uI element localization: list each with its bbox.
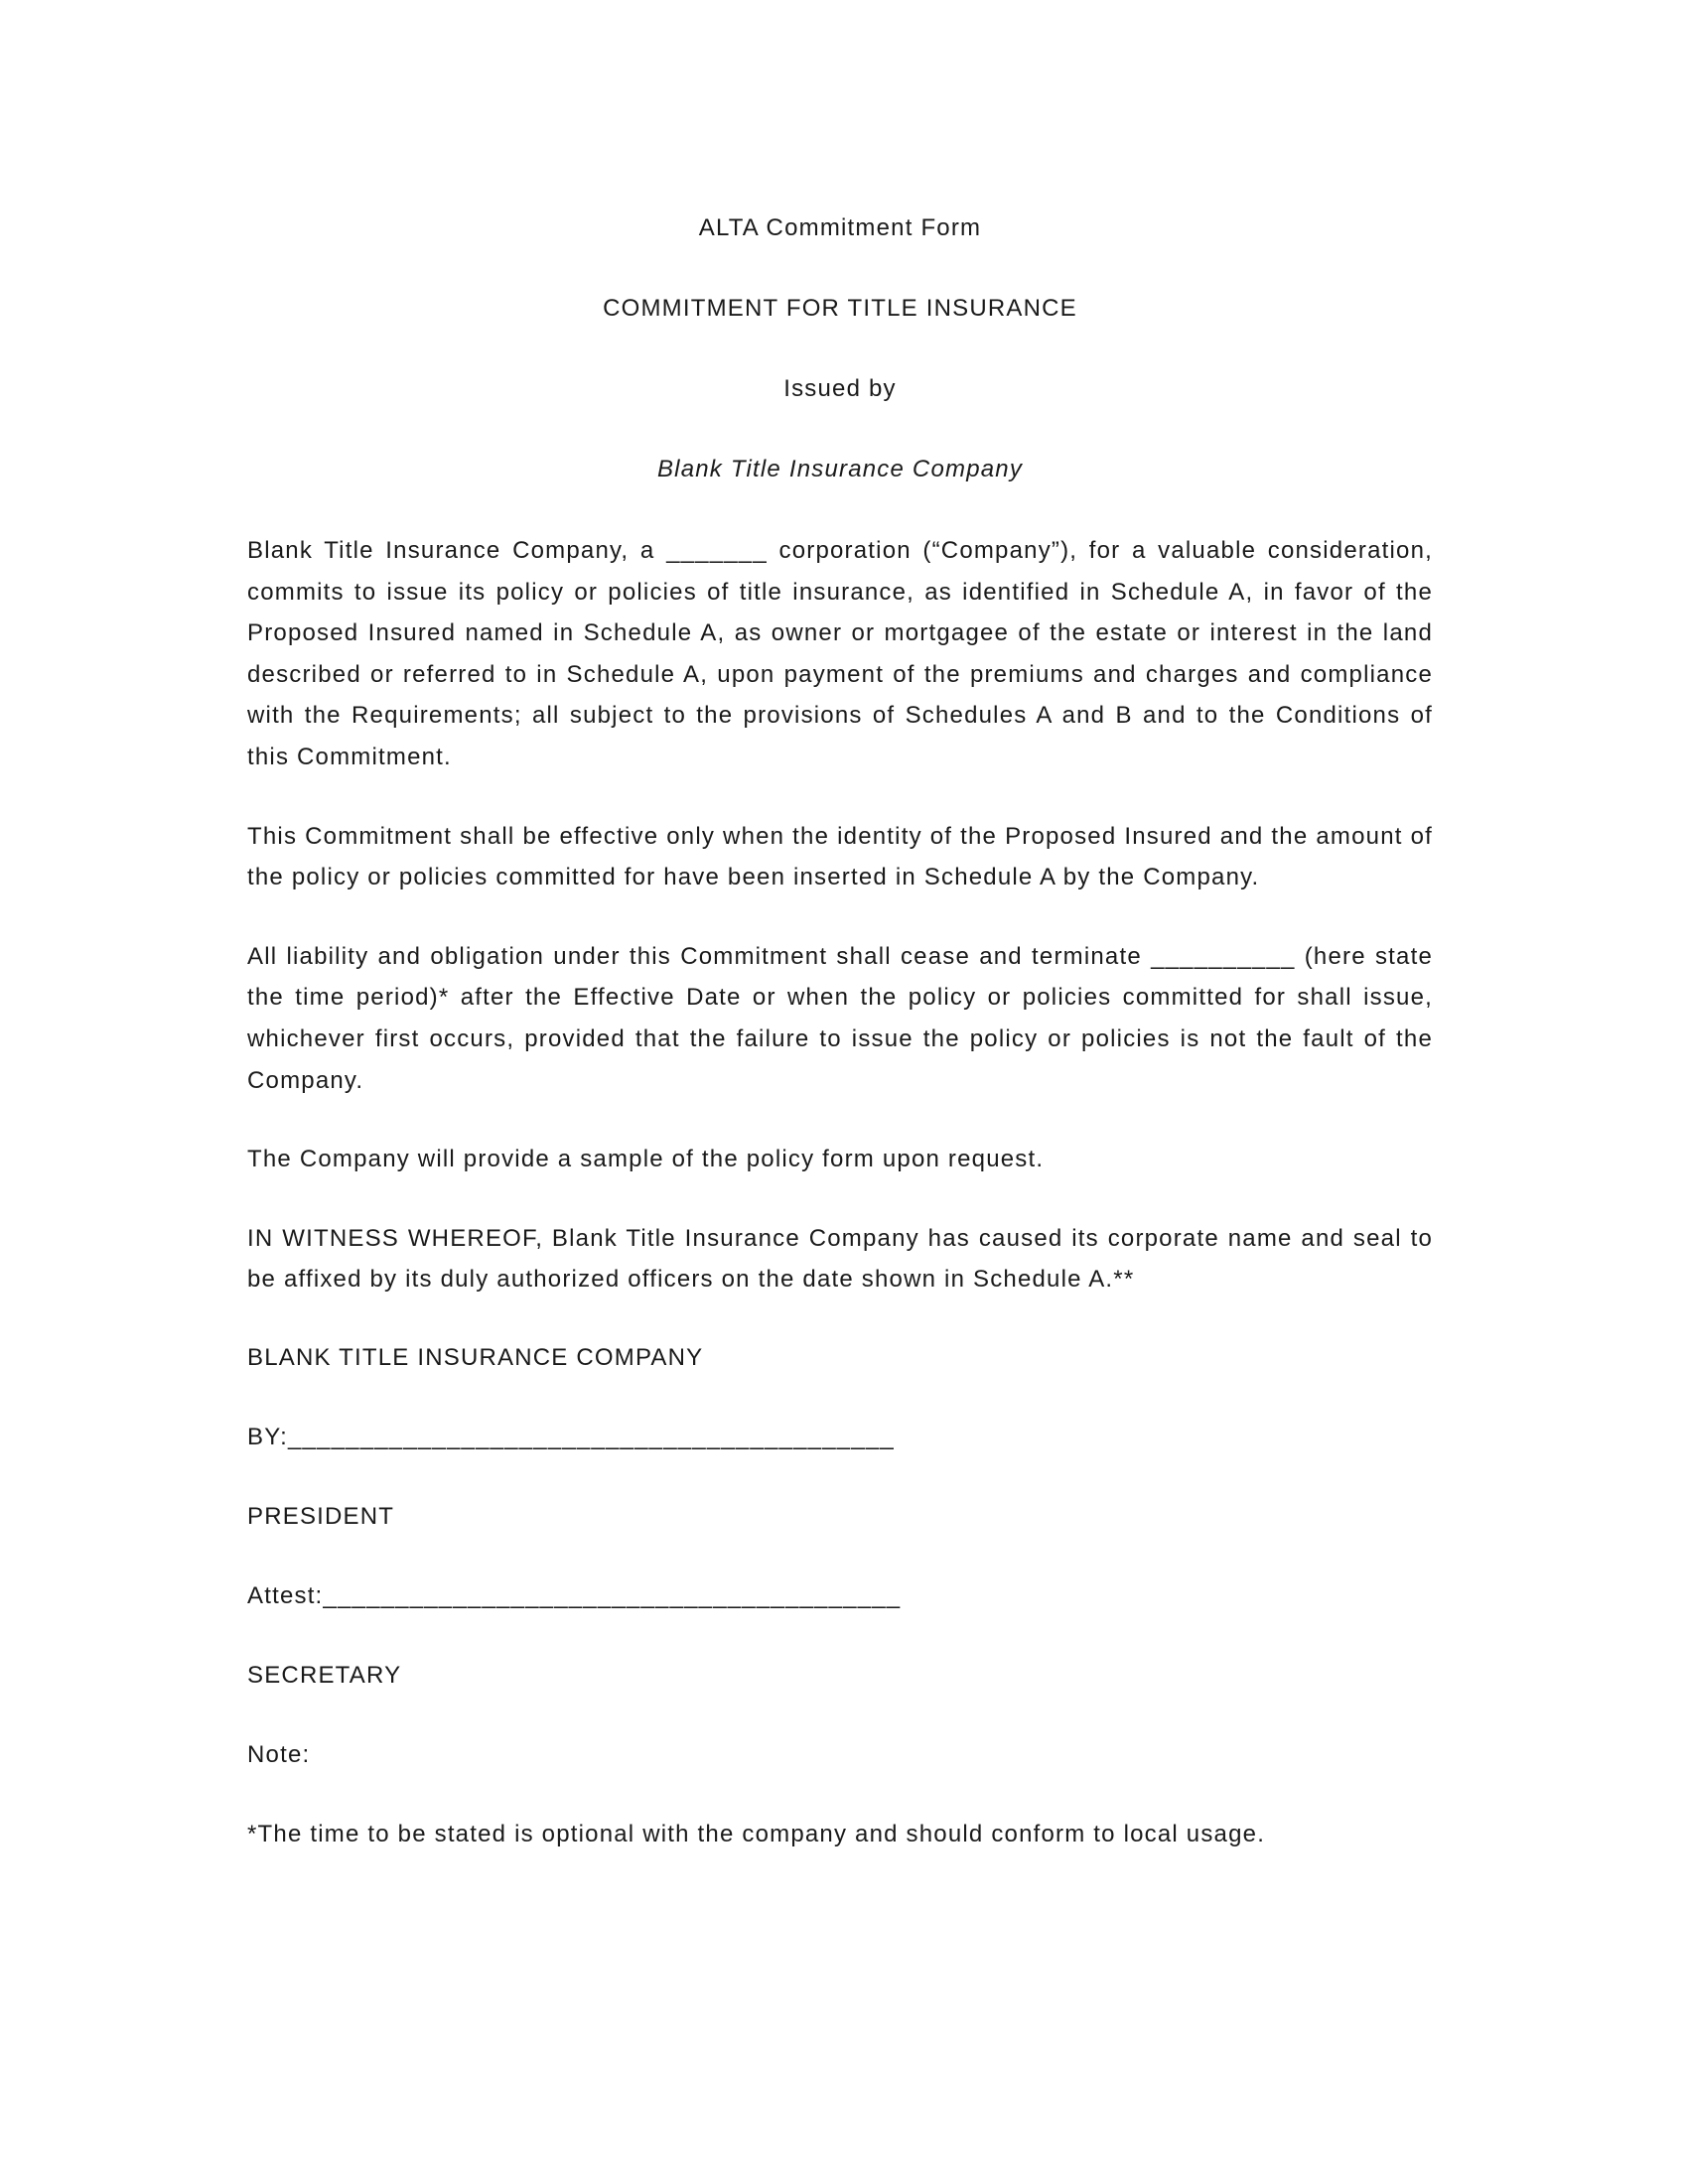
issuer-company-name: Blank Title Insurance Company bbox=[656, 456, 1024, 482]
termination-paragraph: All liability and obligation under this Commitment shall cease and terminate __________ (here state the time period)* after the Effective Date or when the policy or policies committed for shall issue, whichever first occurs, provided that the failure to issue the policy or policies is not the fault of the Company. bbox=[247, 942, 1433, 1094]
note-label: Note: bbox=[247, 1740, 311, 1768]
effectiveness-paragraph: This Commitment shall be effective only when the identity of the Proposed Insured and the amount of the policy or policies committed for have been inserted in Schedule A by the Company. bbox=[247, 822, 1433, 891]
attest-signature-line: Attest:________________________________________ bbox=[247, 1581, 902, 1609]
issued-by: Issued by bbox=[783, 375, 897, 402]
document-title: COMMITMENT FOR TITLE INSURANCE bbox=[603, 295, 1077, 322]
sample-policy-paragraph: The Company will provide a sample of the policy form upon request. bbox=[247, 1146, 1045, 1173]
president-label: PRESIDENT bbox=[247, 1502, 395, 1530]
witness-paragraph: IN WITNESS WHEREOF, Blank Title Insurance Company has caused its corporate name and seal to be affixed by its duly authorized officers on the date shown in Schedule A.** bbox=[247, 1224, 1433, 1294]
secretary-label: SECRETARY bbox=[247, 1661, 402, 1689]
document-page bbox=[247, 208, 1433, 1894]
by-signature-line: BY:__________________________________________ bbox=[247, 1423, 895, 1450]
form-name: ALTA Commitment Form bbox=[698, 214, 982, 241]
footnote: *The time to be stated is optional with the company and should conform to local usage. bbox=[247, 1820, 1266, 1847]
commitment-paragraph: Blank Title Insurance Company, a _______ corporation (“Company”), for a valuable consideration, commits to issue its policy or policies of title insurance, as identified in Schedule A, in favor of the Proposed Insured named in Schedule A, as owner or mortgagee of the estate or interest in the land described or referred to in Schedule A, upon payment of the premiums and charges and compliance with the Requirements; all subject to the provisions of Schedules A and B and to the Conditions of this Commitment. bbox=[247, 537, 1433, 770]
signature-company-name: BLANK TITLE INSURANCE COMPANY bbox=[247, 1343, 704, 1371]
